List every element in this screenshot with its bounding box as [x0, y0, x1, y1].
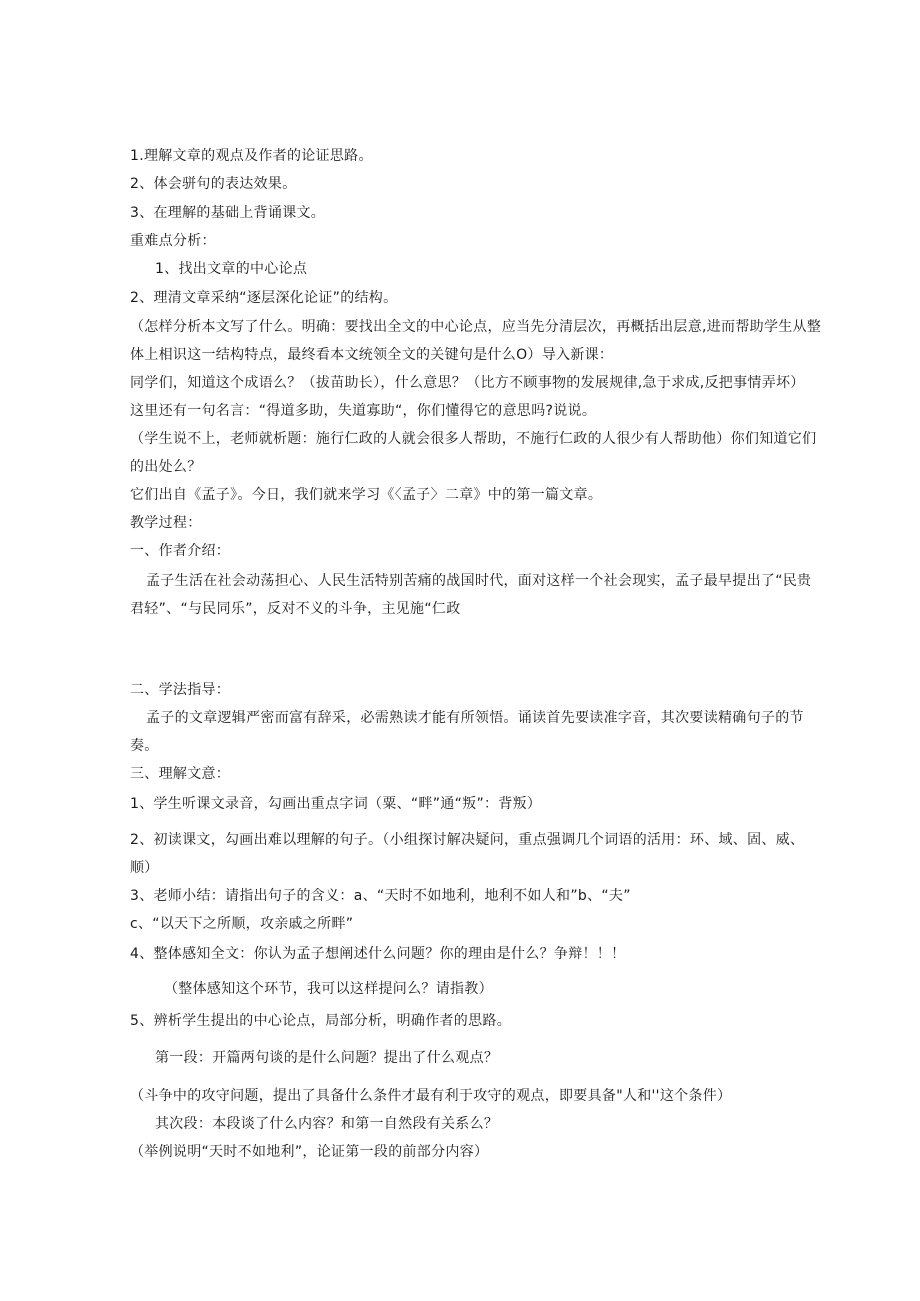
analysis-paragraph-line-2: 体上相识这一结构特点，最终看本文统领全文的关键句是什么O）导入新课： — [130, 347, 614, 363]
analysis-paragraph-line-1: （怎样分析本文写了什么。明确：要找出全文的中心论点，应当先分清层次，再概括出层意,进而帮助学生从整 — [130, 319, 822, 335]
explanation-line-2: 的出处么？ — [130, 459, 202, 475]
method-guidance-heading: 二、学法指导： — [130, 682, 231, 698]
key-point-1: 1、找出文章的中心论点 — [155, 261, 308, 277]
source-line: 它们出自《孟子》。今日，我们就来学习《〈孟子〉二章》中的第一篇文章。 — [130, 487, 603, 503]
intro-question-line: 同学们，知道这个成语么？（拔苗助长），什么意思？（比方不顾事物的发展规律,急于求成,反把事情弄坏） — [130, 375, 805, 391]
objective-3: 3、在理解的基础上背诵课文。 — [130, 205, 326, 221]
step-3-line-2: c、“以天下之所顺，攻亲戚之所畔” — [130, 916, 354, 932]
teaching-process-heading: 教学过程： — [130, 515, 202, 531]
paragraph-2-answer: （举例说明“天时不如地利”，论证第一段的前部分内容） — [130, 1144, 489, 1160]
step-2-line-2: 顺） — [130, 860, 159, 876]
objective-1: 1.理解文章的观点及作者的论证思路。 — [130, 148, 373, 164]
author-intro-line-1: 孟子生活在社会动荡担心、人民生活特别苦痛的战国时代，面对这样一个社会现实，孟子最早提出了“民贵 — [146, 573, 812, 589]
step-2-line-1: 2、初读课文，勾画出难以理解的句子。（小组探讨解决疑问，重点强调几个词语的活用：环、域、固、威、 — [130, 832, 805, 848]
method-guidance-line-1: 孟子的文章逻辑严密而富有辞采，必需熟读才能有所领悟。诵读首先要读准字音，其次要读精确句子的节 — [146, 710, 804, 726]
paragraph-1-answer: （斗争中的攻守问题，提出了具备什么条件才最有利于攻守的观点，即要具备"人和''这个条件） — [130, 1088, 732, 1104]
understanding-heading: 三、理解文意： — [130, 766, 231, 782]
paragraph-2-question: 其次段：本段谈了什么内容？和第一自然段有关系么？ — [155, 1116, 499, 1132]
step-3-line-1: 3、老师小结：请指出句子的含义：a、“天时不如地利，地利不如人和”b、“夫” — [130, 888, 631, 904]
step-4: 4、整体感知全文：你认为孟子想阐述什么问题？你的理由是什么？争辩！！！ — [130, 946, 626, 962]
author-intro-line-2: 君轻”、“与民同乐”，反对不义的斗争，主见施“仁政 — [130, 601, 461, 617]
step-5: 5、辨析学生提出的中心论点，局部分析，明确作者的思路。 — [130, 1013, 512, 1029]
objective-2: 2、体会骈句的表达效果。 — [130, 176, 297, 192]
step-1: 1、学生听课文录音，勾画出重点字词（粟、“畔”通“叛”：背叛） — [130, 796, 542, 812]
quote-line: 这里还有一句名言：“得道多助，失道寡助“，你们懂得它的意思吗?说说。 — [130, 403, 597, 419]
paragraph-1-question: 第一段：开篇两句谈的是什么问题？提出了什么观点？ — [155, 1050, 499, 1066]
key-points-heading: 重难点分析： — [130, 233, 216, 249]
step-4-note: （整体感知这个环节，我可以这样提问么？请指教） — [164, 981, 493, 997]
key-point-2: 2、理清文章采纳“逐层深化论证”的结构。 — [130, 290, 398, 306]
explanation-line-1: （学生说不上，老师就析题：施行仁政的人就会很多人帮助，不施行仁政的人很少有人帮助他）你们知道它们 — [130, 431, 817, 447]
author-intro-heading: 一、作者介绍： — [130, 543, 231, 559]
method-guidance-line-2: 奏。 — [130, 738, 159, 754]
